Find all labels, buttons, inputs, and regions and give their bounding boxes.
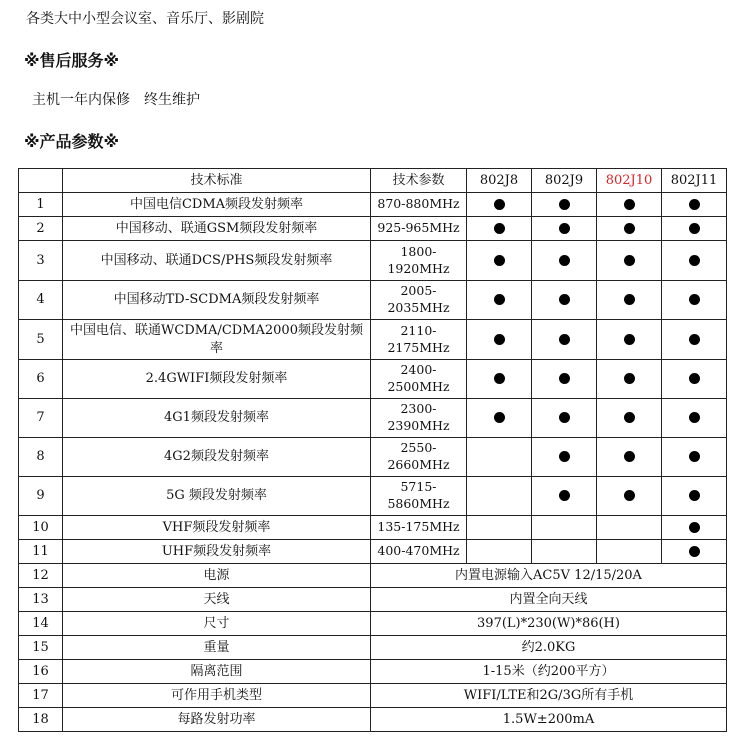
- spec-value: 1-15米（约200平方）: [371, 660, 727, 684]
- supported-dot-icon: [689, 294, 700, 305]
- supported-dot-icon: [559, 490, 570, 501]
- supported-dot-icon: [494, 255, 505, 266]
- model-support-cell: [597, 320, 662, 360]
- row-standard: 2.4GWIFI频段发射频率: [63, 360, 371, 399]
- model-support-cell: [467, 438, 532, 477]
- row-standard: 中国电信、联通WCDMA/CDMA2000频段发射频率: [63, 320, 371, 360]
- row-index: 13: [19, 588, 63, 612]
- intro-text: 各类大中小型会议室、音乐厅、影剧院: [26, 11, 264, 27]
- product-params-table: [18, 168, 727, 732]
- table-row: [19, 360, 727, 399]
- model-support-cell: [467, 193, 532, 217]
- table-row: [19, 399, 727, 438]
- row-param: 2550- 2660MHz: [371, 438, 467, 477]
- spec-name: 电源: [63, 564, 371, 588]
- row-standard: UHF频段发射频率: [63, 540, 371, 564]
- model-support-cell: [597, 399, 662, 438]
- model-support-cell: [662, 241, 727, 281]
- supported-dot-icon: [624, 255, 635, 266]
- model-support-cell: [532, 477, 597, 516]
- row-index: 18: [19, 708, 63, 732]
- row-standard: 中国移动、联通GSM频段发射频率: [63, 217, 371, 241]
- row-param: 2300- 2390MHz: [371, 399, 467, 438]
- header-index: [19, 169, 63, 193]
- model-support-cell: [597, 281, 662, 320]
- supported-dot-icon: [689, 522, 700, 533]
- row-index: 5: [19, 320, 63, 360]
- table-row: [19, 516, 727, 540]
- row-index: 15: [19, 636, 63, 660]
- supported-dot-icon: [624, 223, 635, 234]
- model-support-cell: [662, 360, 727, 399]
- table-row: [19, 438, 727, 477]
- spec-name: 隔离范围: [63, 660, 371, 684]
- supported-dot-icon: [559, 412, 570, 423]
- model-support-cell: [532, 438, 597, 477]
- model-support-cell: [532, 399, 597, 438]
- row-param: 135-175MHz: [371, 516, 467, 540]
- model-support-cell: [467, 241, 532, 281]
- table-header-row: [19, 169, 727, 193]
- row-index: 8: [19, 438, 63, 477]
- model-support-cell: [662, 399, 727, 438]
- row-index: 14: [19, 612, 63, 636]
- supported-dot-icon: [494, 294, 505, 305]
- model-support-cell: [467, 360, 532, 399]
- spec-row: [19, 708, 727, 732]
- row-param: 400-470MHz: [371, 540, 467, 564]
- model-support-cell: [467, 540, 532, 564]
- model-support-cell: [597, 540, 662, 564]
- row-standard: 4G1频段发射频率: [63, 399, 371, 438]
- model-support-cell: [597, 477, 662, 516]
- supported-dot-icon: [494, 223, 505, 234]
- supported-dot-icon: [689, 373, 700, 384]
- supported-dot-icon: [689, 334, 700, 345]
- header-model-802j9: 802J9: [532, 169, 597, 193]
- model-support-cell: [597, 360, 662, 399]
- row-index: 11: [19, 540, 63, 564]
- row-index: 12: [19, 564, 63, 588]
- supported-dot-icon: [689, 412, 700, 423]
- model-support-cell: [467, 477, 532, 516]
- supported-dot-icon: [624, 294, 635, 305]
- spec-value: WIFI/LTE和2G/3G所有手机: [371, 684, 727, 708]
- params-heading: ※产品参数※: [24, 132, 120, 151]
- spec-name: 重量: [63, 636, 371, 660]
- row-index: 6: [19, 360, 63, 399]
- row-param: 1800- 1920MHz: [371, 241, 467, 281]
- spec-name: 尺寸: [63, 612, 371, 636]
- row-index: 7: [19, 399, 63, 438]
- model-support-cell: [597, 193, 662, 217]
- model-support-cell: [532, 281, 597, 320]
- supported-dot-icon: [559, 294, 570, 305]
- table-row: [19, 241, 727, 281]
- header-standard: 技术标准: [63, 169, 371, 193]
- spec-value: 1.5W±200mA: [371, 708, 727, 732]
- supported-dot-icon: [689, 490, 700, 501]
- spec-row: [19, 588, 727, 612]
- spec-value: 约2.0KG: [371, 636, 727, 660]
- row-index: 9: [19, 477, 63, 516]
- spec-row: [19, 660, 727, 684]
- row-index: 4: [19, 281, 63, 320]
- row-param: 2005- 2035MHz: [371, 281, 467, 320]
- table-row: [19, 193, 727, 217]
- supported-dot-icon: [624, 199, 635, 210]
- model-support-cell: [662, 320, 727, 360]
- supported-dot-icon: [689, 451, 700, 462]
- spec-name: 每路发射功率: [63, 708, 371, 732]
- model-support-cell: [597, 516, 662, 540]
- header-model-802j10: 802J10: [597, 169, 662, 193]
- table-row: [19, 540, 727, 564]
- table-row: [19, 477, 727, 516]
- spec-row: [19, 564, 727, 588]
- table-row: [19, 320, 727, 360]
- supported-dot-icon: [494, 199, 505, 210]
- supported-dot-icon: [624, 334, 635, 345]
- supported-dot-icon: [689, 255, 700, 266]
- model-support-cell: [597, 438, 662, 477]
- row-index: 2: [19, 217, 63, 241]
- model-support-cell: [532, 320, 597, 360]
- model-support-cell: [532, 241, 597, 281]
- model-support-cell: [597, 241, 662, 281]
- model-support-cell: [532, 193, 597, 217]
- model-support-cell: [532, 516, 597, 540]
- row-index: 10: [19, 516, 63, 540]
- model-support-cell: [597, 217, 662, 241]
- table-row: [19, 217, 727, 241]
- model-support-cell: [662, 477, 727, 516]
- row-standard: 中国移动TD-SCDMA频段发射频率: [63, 281, 371, 320]
- row-standard: 4G2频段发射频率: [63, 438, 371, 477]
- supported-dot-icon: [494, 412, 505, 423]
- supported-dot-icon: [624, 412, 635, 423]
- spec-name: 天线: [63, 588, 371, 612]
- supported-dot-icon: [624, 490, 635, 501]
- row-standard: 中国移动、联通DCS/PHS频段发射频率: [63, 241, 371, 281]
- model-support-cell: [662, 193, 727, 217]
- row-standard: 中国电信CDMA频段发射频率: [63, 193, 371, 217]
- table-row: [19, 281, 727, 320]
- row-param: 870-880MHz: [371, 193, 467, 217]
- spec-row: [19, 636, 727, 660]
- model-support-cell: [532, 217, 597, 241]
- row-standard: 5G 频段发射频率: [63, 477, 371, 516]
- row-index: 16: [19, 660, 63, 684]
- supported-dot-icon: [559, 334, 570, 345]
- model-support-cell: [467, 516, 532, 540]
- model-support-cell: [662, 438, 727, 477]
- supported-dot-icon: [689, 199, 700, 210]
- model-support-cell: [532, 540, 597, 564]
- after-sales-text: 主机一年内保修 终生维护: [32, 92, 200, 108]
- model-support-cell: [467, 320, 532, 360]
- spec-row: [19, 612, 727, 636]
- model-support-cell: [532, 360, 597, 399]
- model-support-cell: [662, 516, 727, 540]
- row-param: 925-965MHz: [371, 217, 467, 241]
- supported-dot-icon: [689, 223, 700, 234]
- row-param: 5715- 5860MHz: [371, 477, 467, 516]
- model-support-cell: [662, 281, 727, 320]
- row-index: 3: [19, 241, 63, 281]
- supported-dot-icon: [624, 451, 635, 462]
- row-index: 1: [19, 193, 63, 217]
- supported-dot-icon: [624, 373, 635, 384]
- spec-name: 可作用手机类型: [63, 684, 371, 708]
- model-support-cell: [467, 399, 532, 438]
- spec-value: 内置电源输入AC5V 12/15/20A: [371, 564, 727, 588]
- model-support-cell: [467, 217, 532, 241]
- row-standard: VHF频段发射频率: [63, 516, 371, 540]
- supported-dot-icon: [559, 373, 570, 384]
- spec-value: 397(L)*230(W)*86(H): [371, 612, 727, 636]
- after-sales-heading: ※售后服务※: [24, 51, 120, 70]
- spec-row: [19, 684, 727, 708]
- supported-dot-icon: [559, 223, 570, 234]
- header-model-802j8: 802J8: [467, 169, 532, 193]
- model-support-cell: [467, 281, 532, 320]
- supported-dot-icon: [559, 255, 570, 266]
- row-param: 2400- 2500MHz: [371, 360, 467, 399]
- supported-dot-icon: [559, 199, 570, 210]
- supported-dot-icon: [494, 334, 505, 345]
- header-param: 技术参数: [371, 169, 467, 193]
- model-support-cell: [662, 217, 727, 241]
- row-param: 2110- 2175MHz: [371, 320, 467, 360]
- supported-dot-icon: [559, 451, 570, 462]
- row-index: 17: [19, 684, 63, 708]
- supported-dot-icon: [494, 373, 505, 384]
- supported-dot-icon: [689, 546, 700, 557]
- model-support-cell: [662, 540, 727, 564]
- spec-value: 内置全向天线: [371, 588, 727, 612]
- header-model-802j11: 802J11: [662, 169, 727, 193]
